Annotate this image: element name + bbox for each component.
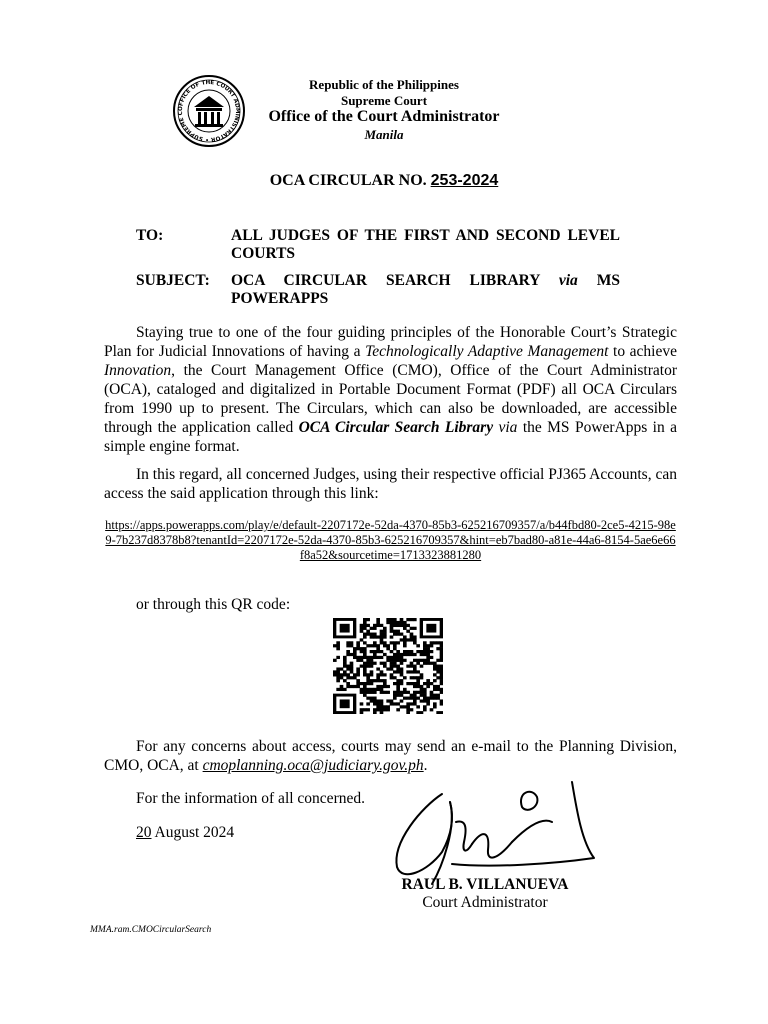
header-office: Office of the Court Administrator [268,108,500,125]
signatory-position: Court Administrator [422,894,548,911]
reference-code: MMA.ram.CMOCircularSearch [90,925,212,935]
header-supreme-court: Supreme Court [340,93,428,108]
p1-text-e: the MS PowerApps in a simple engine format. [104,419,678,455]
powerapps-link-block [104,518,677,563]
circular-number: 253-2024 [430,172,499,189]
subject-text-2: MS POWERAPPS [231,272,620,307]
qr-code[interactable] [333,618,443,714]
p1-text-a: Staying true to one of the four guiding principles of the Honorable Court’s Strategic Plan for Judicial Innovations of having a [104,324,677,360]
signatory-name: RAUL B. VILLANUEVA [401,876,569,893]
contact-email-link[interactable]: cmoplanning.oca@judiciary.gov.ph [202,757,424,774]
p1-app-name: OCA Circular Search Library [298,419,494,436]
p1-emphasis-innovation: Innovation [104,362,172,379]
to-value: ALL JUDGES OF THE FIRST AND SECOND LEVEL COURTS [231,227,620,262]
p1-emphasis-via: via [498,419,518,436]
paragraph-concerns [104,737,677,775]
closing-text: For the information of all concerned. [136,790,365,807]
p3-text-b: . [423,757,428,774]
subject-text-via: via [558,272,578,289]
circular-title-prefix: OCA CIRCULAR NO. [269,172,427,189]
subject-text-1: OCA CIRCULAR SEARCH LIBRARY [231,272,559,289]
paragraph-intro [104,323,677,456]
p2-text: In this regard, all concerned Judges, using their respective official PJ365 Accounts, can access the said application through this link: [104,466,677,502]
p3-text-a: For any concerns about access, courts may send an e-mail to the Planning Division, CMO, OCA, at [104,738,677,774]
subject-label: SUBJECT: [136,272,210,289]
circular-title [0,172,768,190]
p1-text-b: to achieve [608,343,677,360]
signature [372,772,600,890]
p1-text-c: , the Court Management Office (CMO), Office of the Court Administrator (OCA), cataloged and digitalized in Portable Document Format (PDF) all OCA Circulars from 1990 up to present. The Circulars, which can also be downloaded, are accessible through the application called [104,362,677,436]
header-republic: Republic of the Philippines [309,77,459,92]
powerapps-link[interactable]: https://apps.powerapps.com/play/e/default-2207172e-52da-4370-85b3-625216709357/a/b44fbd80-2ce5-4215-98e9-7b237d8378b8?tenantId=2207172e-52da-4370-85b3-625216709357&hint=eb7bad80-a81e-44a6-8154-5ae6e66f8a52&sourcetime=1713323881280 [105,518,676,562]
date [136,824,234,842]
oca-seal [172,74,246,148]
qr-intro-text: or through this QR code: [136,596,291,613]
date-month-year: August 2024 [151,824,235,841]
date-day: 20 [136,824,152,841]
to-label: TO: [136,227,164,244]
header-city: Manila [364,127,404,142]
seal-text: OFFICE OF THE COURT ADMINISTRATOR • SUPREME C [177,79,241,143]
paragraph-access [104,465,677,503]
subject-value [231,272,620,308]
p1-emphasis-tam: Technologically Adaptive Management [365,343,609,360]
